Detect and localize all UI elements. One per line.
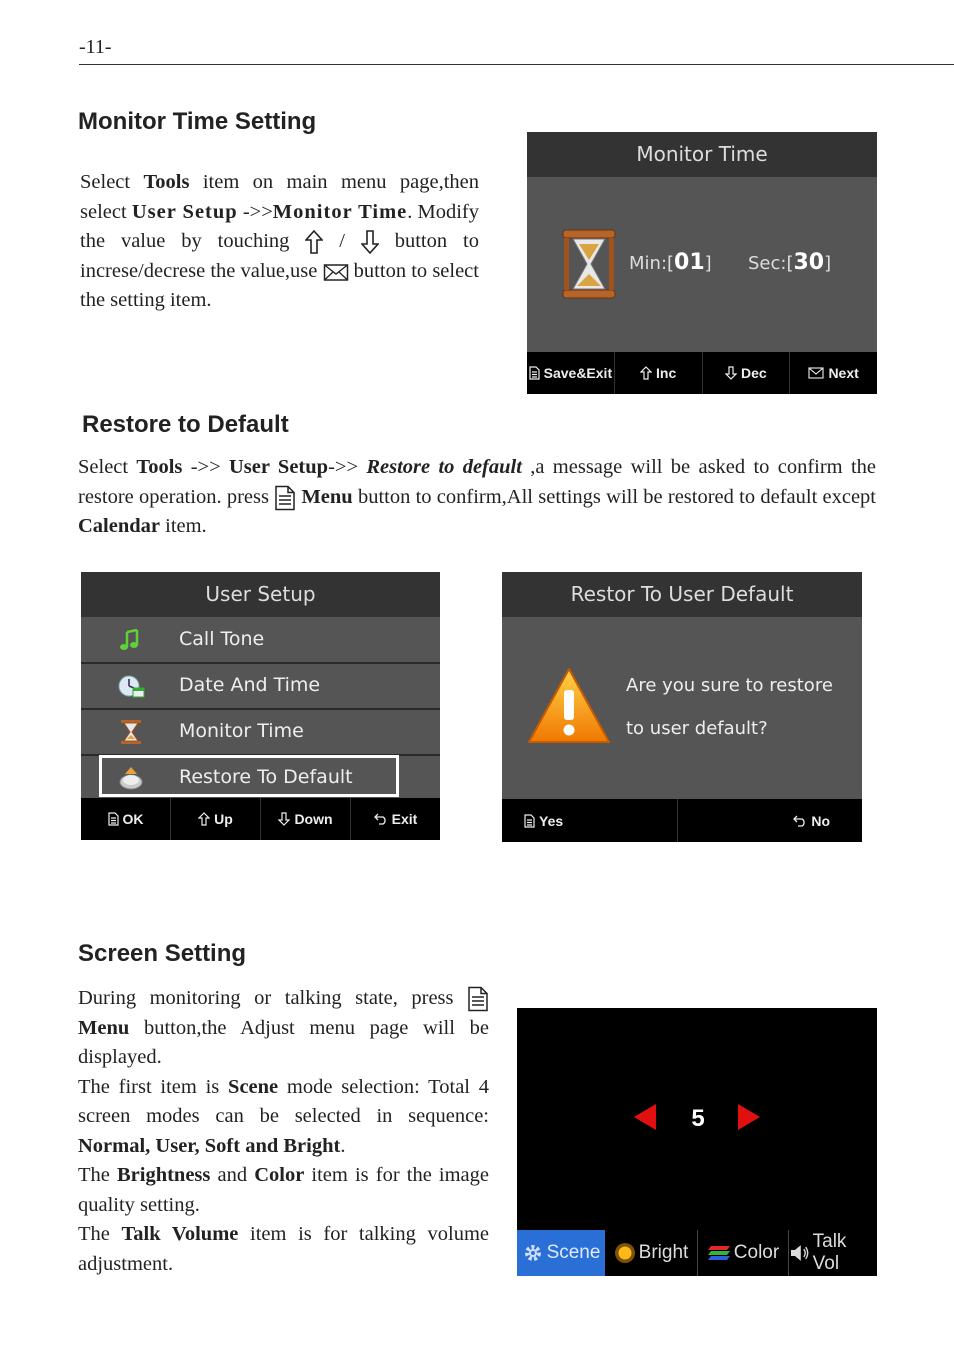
restore-heading: Restore to Default [82, 411, 289, 438]
up-button[interactable]: Up [171, 798, 261, 840]
adjust-screen [517, 1008, 877, 1276]
sun-icon [614, 1242, 636, 1264]
speaker-icon [789, 1242, 811, 1264]
clock-icon [117, 672, 145, 700]
dec-button[interactable]: Dec [703, 352, 791, 394]
restore-confirm-screen [502, 572, 862, 842]
warning-icon [526, 666, 612, 746]
confirm-line-2: to user default? [626, 718, 768, 739]
yes-button[interactable]: Yes [502, 799, 678, 842]
screen-title: Restor To User Default [502, 572, 862, 617]
tab-talk-vol[interactable]: Talk Vol [789, 1230, 877, 1276]
monitor-time-screen [527, 132, 877, 394]
down-arrow-icon [725, 366, 737, 380]
down-button[interactable]: Down [261, 798, 351, 840]
seconds-field[interactable]: Sec:[30] [748, 250, 832, 275]
music-note-icon [117, 626, 145, 654]
up-arrow-icon [305, 230, 323, 254]
hourglass-icon [557, 228, 621, 300]
button-bar [81, 798, 440, 840]
back-arrow-icon [793, 815, 807, 827]
header-rule [79, 64, 954, 65]
screen-setting-heading: Screen Setting [78, 940, 247, 967]
up-arrow-icon [198, 812, 210, 826]
down-arrow-icon [278, 812, 290, 826]
screen-title: Monitor Time [527, 132, 877, 177]
no-button[interactable]: No [678, 799, 863, 842]
screen-title: User Setup [81, 572, 440, 617]
right-arrow-icon[interactable] [737, 1103, 761, 1131]
envelope-icon [808, 367, 824, 379]
tab-scene[interactable]: Scene [517, 1230, 605, 1276]
document-icon [108, 812, 119, 826]
document-icon [529, 366, 540, 380]
button-bar [502, 799, 862, 842]
adjust-tab-bar [517, 1230, 877, 1276]
tab-color[interactable]: Color [698, 1230, 789, 1276]
next-button[interactable]: Next [790, 352, 877, 394]
ok-button[interactable]: OK [81, 798, 171, 840]
menu-item-call-tone[interactable]: Call Tone [81, 618, 440, 664]
color-bars-icon [707, 1244, 731, 1262]
confirm-line-1: Are you sure to restore [626, 675, 833, 696]
envelope-icon [323, 262, 349, 282]
monitor-time-heading: Monitor Time Setting [78, 108, 317, 135]
exit-button[interactable]: Exit [351, 798, 440, 840]
document-icon [524, 814, 535, 828]
scene-value: 5 [691, 1105, 705, 1132]
up-arrow-icon [640, 366, 652, 380]
user-setup-screen [81, 572, 440, 840]
page-number: -11- [79, 36, 112, 58]
menu-document-icon [467, 986, 489, 1012]
down-arrow-icon [361, 230, 379, 254]
button-bar [527, 352, 877, 394]
menu-document-icon [274, 485, 296, 511]
menu-item-monitor-time[interactable]: Monitor Time [81, 710, 440, 756]
restore-icon [117, 764, 145, 792]
inc-button[interactable]: Inc [615, 352, 703, 394]
hourglass-icon [117, 718, 145, 746]
monitor-time-paragraph: Select Tools item on main menu page,then select User Setup ->>Monitor Time. Modify the value by touching / button to increse/decrese the value,use button to select the setting item. [80, 171, 480, 311]
tab-bright[interactable]: Bright [605, 1230, 698, 1276]
back-arrow-icon [374, 813, 388, 825]
screen-setting-paragraph: During monitoring or talking state, press Menu button,the Adjust menu page will be displayed. The first item is Scene mode selection: Total 4 screen modes can be selected in sequence: Normal, User, Soft and Bright. The Brightness and Color item is for the image quality setting. The Talk Volume item is for talking volume adjustment. [78, 987, 489, 1275]
save-exit-button[interactable]: Save&Exit [527, 352, 615, 394]
left-arrow-icon[interactable] [633, 1103, 657, 1131]
minutes-field[interactable]: Min:[01] [629, 250, 712, 275]
menu-item-restore-default[interactable]: Restore To Default [81, 756, 440, 802]
gear-icon [522, 1242, 544, 1264]
menu-item-date-time[interactable]: Date And Time [81, 664, 440, 710]
restore-paragraph: Select Tools ->> User Setup->> Restore to default ,a message will be asked to confirm the restore operation. press Menu button to confirm,All settings will be restored to default except Calendar item. [78, 456, 877, 537]
